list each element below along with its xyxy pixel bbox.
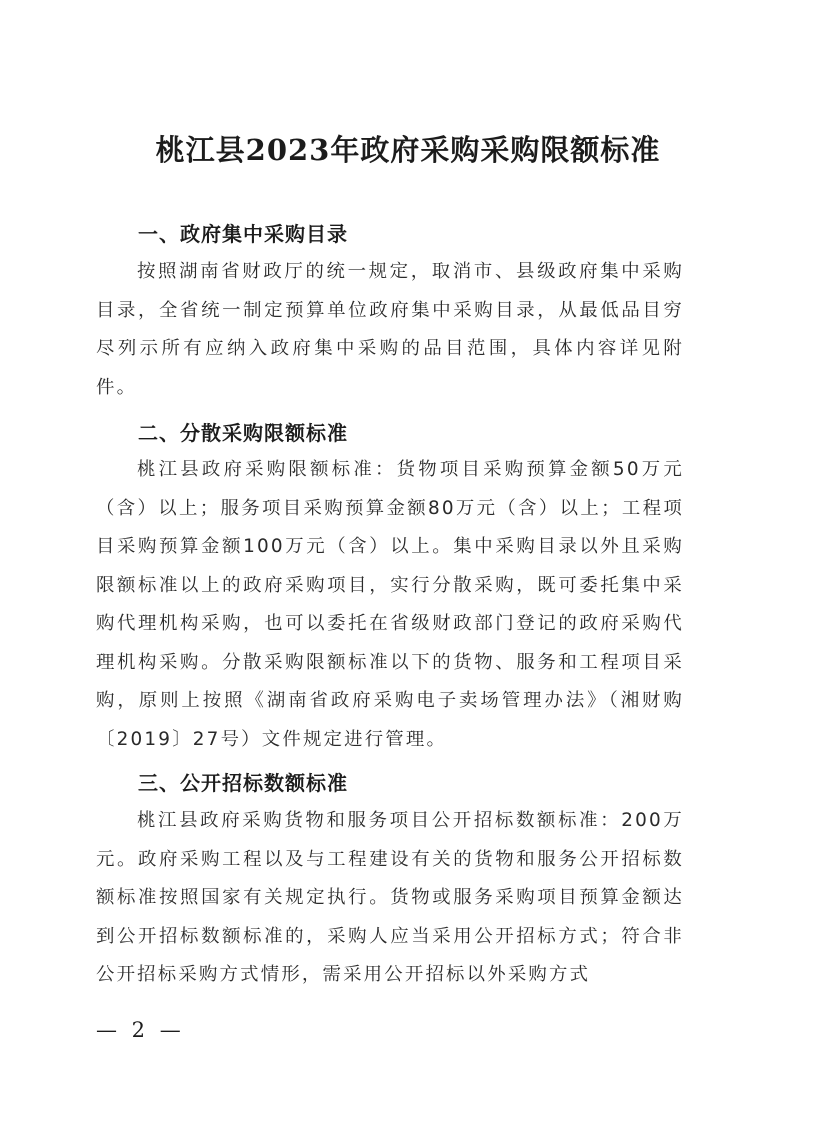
section-2-body: 桃江县政府采购限额标准：货物项目采购预算金额50万元（含）以上；服务项目采购预算金额80万元（含）以上；工程项目采购预算金额100万元（含）以上。集中采购目录以外且采购限额标准以上的政府采购项目，实行分散采购，既可委托集中采购代理机构采购，也可以委托在省级财政部门登记的政府采购代理机构采购。分散采购限额标准以下的货物、服务和工程项目采购，原则上按照《湖南省政府采购电子卖场管理办法》（湘财购〔2019〕27号）文件规定进行管理。 xyxy=(96,459,684,750)
document-title: 桃江县2023年政府采购采购限额标准 xyxy=(155,133,661,167)
section-3-body: 桃江县政府采购货物和服务项目公开招标数额标准：200万元。政府采购工程以及与工程建设有关的货物和服务公开招标数额标准按照国家有关规定执行。货物或服务采购项目预算金额达到公开招标数额标准的，采购人应当采用公开招标方式；符合非公开招标采购方式情形，需采用公开招标以外采购方式 xyxy=(96,810,684,985)
section-3-heading: 三、公开招标数额标准 xyxy=(138,771,348,795)
section-2-heading: 二、分散采购限额标准 xyxy=(138,421,348,445)
section-1-body: 按照湖南省财政厅的统一规定，取消市、县级政府集中采购目录，全省统一制定预算单位政府集中采购目录，从最低品目穷尽列示所有应纳入政府集中采购的品目范围，具体内容详见附件。 xyxy=(96,261,684,398)
section-1-heading: 一、政府集中采购目录 xyxy=(138,222,348,246)
page-number: — 2 — xyxy=(96,1018,185,1042)
